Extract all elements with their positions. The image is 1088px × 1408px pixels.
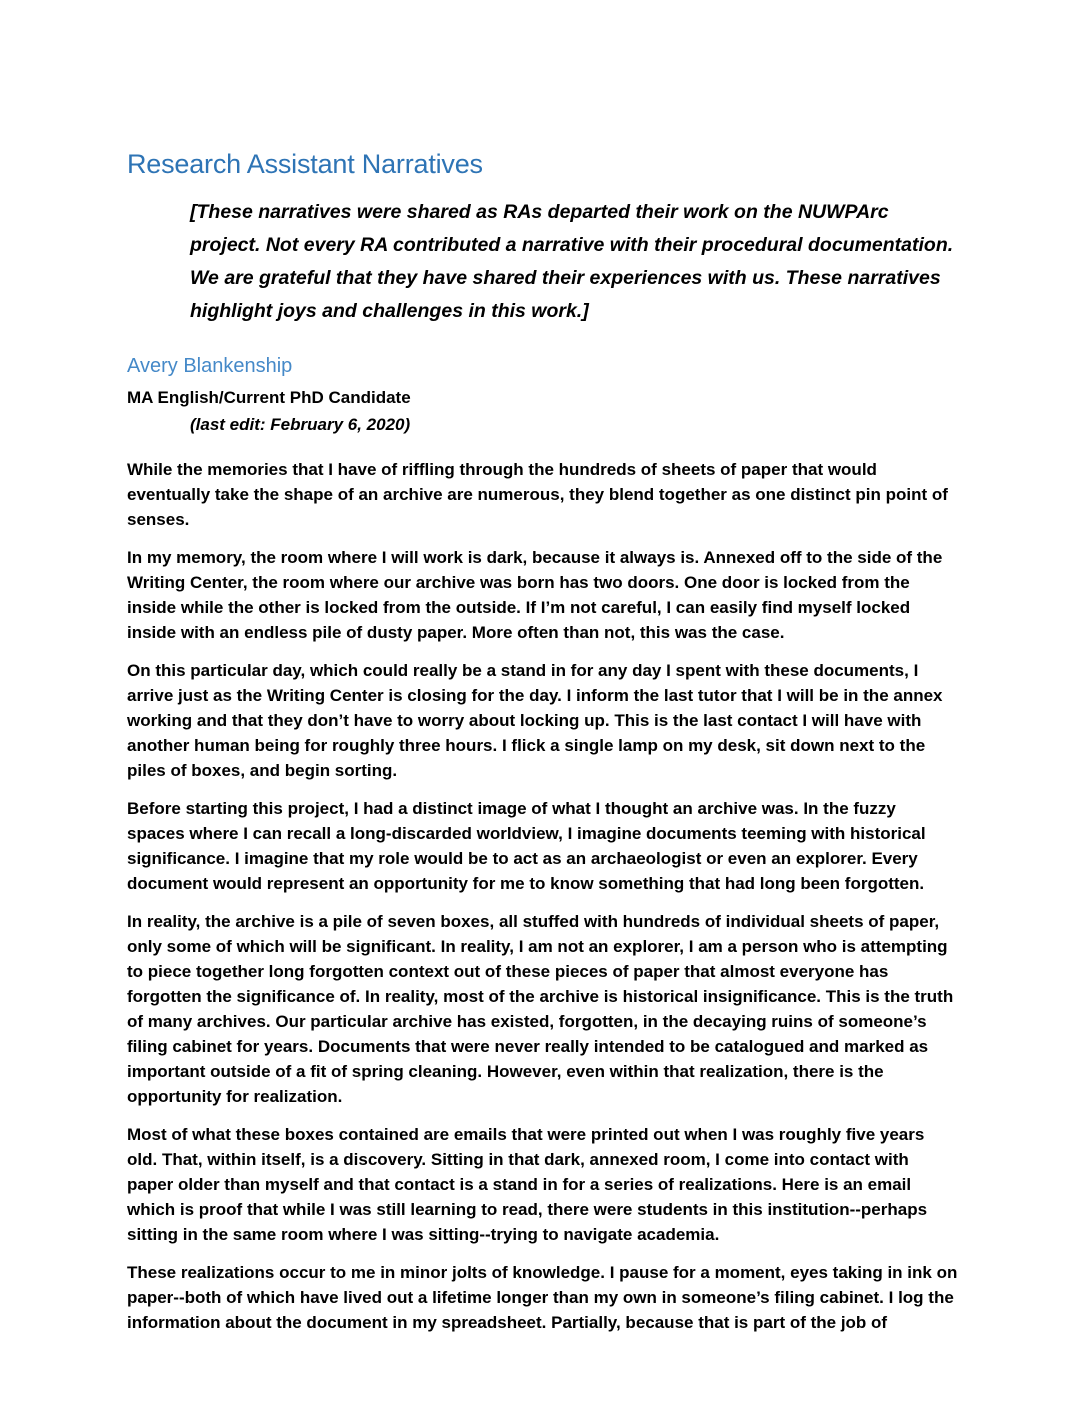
body-paragraph: These realizations occur to me in minor jolts of knowledge. I pause for a moment, eyes taking in ink on paper--both of which have lived out a lifetime longer than my own in someone’s filing cabinet. I log the information about the document in my spreadsheet. Partially, because that is part of the job of <box>127 1263 958 1333</box>
body-paragraph: While the memories that I have of riffling through the hundreds of sheets of paper that would eventually take the shape of an archive are numerous, they blend together as one distinct pin point of senses. <box>127 460 948 530</box>
body-paragraph: In my memory, the room where I will work is dark, because it always is. Annexed off to the side of the Writing Center, the room where our archive was born has two doors. One door is locked from the inside while the other is locked from the outside. If I’m not careful, I can easily find myself locked inside with an endless pile of dusty paper. More often than not, this was the case. <box>127 548 943 643</box>
author-name: Avery Blankenship <box>127 355 293 378</box>
narrative-body <box>127 457 958 1335</box>
last-edit-date: (last edit: February 6, 2020) <box>190 415 411 435</box>
body-paragraph: On this particular day, which could really be a stand in for any day I spent with these documents, I arrive just as the Writing Center is closing for the day. I inform the last tutor that I will be in the annex working and that they don’t have to worry about locking up. This is the last contact I will have with another human being for roughly three hours. I flick a single lamp on my desk, sit down next to the piles of boxes, and begin sorting. <box>127 661 943 781</box>
body-paragraph: In reality, the archive is a pile of seven boxes, all stuffed with hundreds of individual sheets of paper, only some of which will be significant. In reality, I am not an explorer, I am a person who is attempting to piece together long forgotten context out of these pieces of paper that almost everyone has forgotten the significance of. In reality, most of the archive is historical insignificance. This is the truth of many archives. Our particular archive has existed, forgotten, in the decaying ruins of someone’s filing cabinet for years. Documents that were never really intended to be catalogued and marked as important outside of a fit of spring cleaning. However, even within that realization, there is the opportunity for realization. <box>127 912 954 1107</box>
document-title: Research Assistant Narratives <box>127 149 483 179</box>
body-paragraph: Most of what these boxes contained are emails that were printed out when I was roughly five years old. That, within itself, is a discovery. Sitting in that dark, annexed room, I come into contact with paper older than myself and that contact is a stand in for a series of realizations. Here is an email which is proof that while I was still learning to read, there were students in this institution--perhaps sitting in the same room where I was sitting--trying to navigate academia. <box>127 1125 928 1245</box>
intro-note: [These narratives were shared as RAs departed their work on the NUWPArc project. Not every RA contributed a narrative with their procedural documentation. We are grateful that they have shared their experiences with us. These narratives highlight joys and challenges in this work.] <box>190 201 954 323</box>
author-credentials: MA English/Current PhD Candidate <box>127 388 411 408</box>
body-paragraph: Before starting this project, I had a distinct image of what I thought an archive was. In the fuzzy spaces where I can recall a long-discarded worldview, I imagine documents teeming with historical significance. I imagine that my role would be to act as an archaeologist or even an explorer. Every document would represent an opportunity for me to know something that had long been forgotten. <box>127 799 926 894</box>
